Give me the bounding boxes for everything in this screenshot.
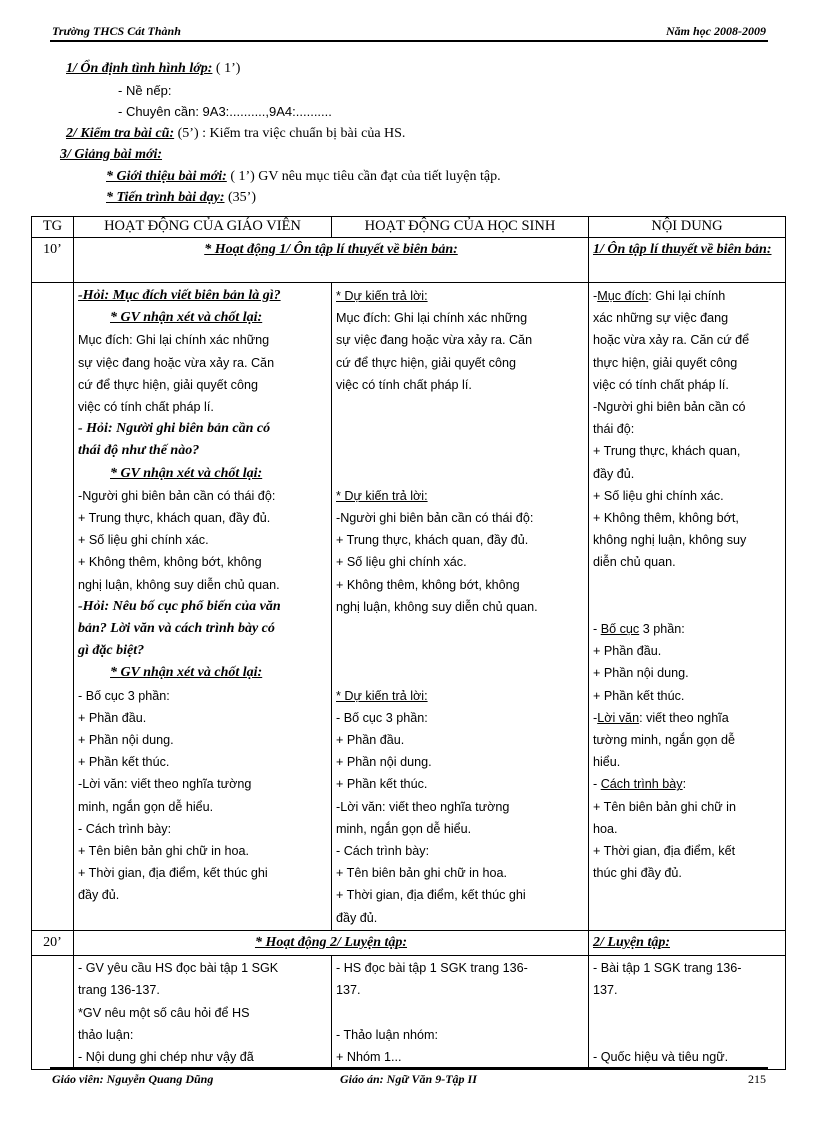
student-activity-2: - HS đọc bài tập 1 SGK trang 136- 137. - Thảo luận nhóm: + Nhóm 1...: [332, 956, 589, 1070]
section-2: 2/ Kiểm tra bài cũ: (5’) : Kiểm tra việc chuẩn bị bài của HS.: [66, 125, 406, 141]
col-content: NỘI DUNG: [589, 217, 786, 238]
activity-2-time: 20’: [32, 930, 74, 955]
page-header: [50, 22, 768, 42]
teacher-name: Giáo viên: Nguyễn Quang Dũng: [52, 1072, 214, 1086]
activity-2-tg-empty: [32, 956, 74, 1070]
activity-1-content-title: 1/ Ôn tập lí thuyết về biên bản:: [589, 238, 786, 283]
activity-2-content-title: 2/ Luyện tập:: [589, 930, 786, 955]
page-footer: [50, 1067, 768, 1089]
activity-1-body: [32, 283, 786, 931]
lesson-intro: [30, 58, 790, 209]
activity-2-title: * Hoạt động 2/ Luyện tập:: [74, 930, 589, 955]
student-activity-1: * Dự kiến trả lời: Mục đích: Ghi lại chính xác những sự việc đang hoặc vừa xảy ra. Căn cứ để thực hiện, giải quyết công việc có tính chất pháp lí. * Dự kiến trả lời: -Người ghi biên bản cần có thái độ: + Trung thực, khách quan, đầy đủ. + Số liệu ghi chính xác. + Không thêm, không bớt, không nghị luận, không suy diễn chủ quan. * Dự kiến trả lời: - Bố cục 3 phần: + Phần đầu. + Phần nội dung. + Phần kết thúc. -Lời văn: viết theo nghĩa tường minh, ngắn gọn dễ hiểu. - Cách trình bày: + Tên biên bản ghi chữ in hoa. + Thời gian, địa điểm, kết thúc ghi đầy đủ.: [332, 283, 589, 931]
school-name: Trường THCS Cát Thành: [52, 24, 181, 38]
activity-1-time: 10’: [32, 238, 74, 283]
page-number: 215: [748, 1072, 766, 1086]
col-student: HOẠT ĐỘNG CỦA HỌC SINH: [332, 217, 589, 238]
school-year: Năm học 2008-2009: [666, 24, 766, 38]
section-1-line-2: - Chuyên cần: 9A3:..........,9A4:..........: [118, 104, 332, 119]
content-activity-2: - Bài tập 1 SGK trang 136- 137. - Quốc hiệu và tiêu ngữ.: [589, 956, 786, 1070]
section-3-intro: * Giới thiệu bài mới: ( 1’) GV nêu mục tiêu cần đạt của tiết luyện tập.: [106, 168, 501, 184]
teacher-activity-2: - GV yêu cầu HS đọc bài tập 1 SGK trang 136-137. *GV nêu một số câu hỏi để HS thảo luận: - Nội dung ghi chép như vậy đã: [74, 956, 332, 1070]
section-3-progress: * Tiến trình bài dạy: (35’): [106, 190, 256, 205]
lesson-plan-name: Giáo án: Ngữ Văn 9-Tập II: [340, 1072, 477, 1086]
lesson-table: [31, 216, 786, 1070]
activity-2-body: [32, 956, 786, 1070]
section-3: 3/ Giảng bài mới:: [60, 147, 163, 162]
teacher-activity-1: -Hỏi: Mục đích viết biên bản là gì? * GV nhận xét và chốt lại: Mục đích: Ghi lại chính xác những sự việc đang hoặc vừa xảy ra. Căn cứ để thực hiện, giải quyết công việc có tính chất pháp lí. - Hỏi: Người ghi biên bản cần có thái độ như thế nào? * GV nhận xét và chốt lại: -Người ghi biên bản cần có thái độ: + Trung thực, khách quan, đầy đủ. + Số liệu ghi chính xác. + Không thêm, không bớt, không nghị luận, không suy diễn chủ quan. -Hỏi: Nêu bố cục phổ biến của văn bản? Lời văn và cách trình bày có gì đặc biệt? * GV nhận xét và chốt lại: - Bố cục 3 phần: + Phần đầu. + Phần nội dung. + Phần kết thúc. -Lời văn: viết theo nghĩa tường minh, ngắn gọn dễ hiểu. - Cách trình bày: + Tên biên bản ghi chữ in hoa. + Thời gian, địa điểm, kết thúc ghi đầy đủ.: [74, 283, 332, 931]
activity-1-title: * Hoạt động 1/ Ôn tập lí thuyết về biên bản:: [74, 238, 589, 283]
activity-1-row: [32, 238, 786, 283]
table-header-row: [32, 217, 786, 238]
section-1-line-1: - Nề nếp:: [118, 82, 172, 98]
activity-1-tg-empty: [32, 283, 74, 931]
section-1: 1/ Ổn định tình hình lớp: ( 1’): [66, 61, 241, 76]
col-tg: TG: [32, 217, 74, 238]
col-teacher: HOẠT ĐỘNG CỦA GIÁO VIÊN: [74, 217, 332, 238]
activity-2-row: [32, 930, 786, 955]
content-activity-1: -Mục đích: Ghi lại chính xác những sự việc đang hoặc vừa xảy ra. Căn cứ để thực hiện, giải quyết công việc có tính chất pháp lí. -Người ghi biên bản cần có thái độ: + Trung thực, khách quan, đầy đủ. + Số liệu ghi chính xác. + Không thêm, không bớt, không nghị luận, không suy diễn chủ quan. - Bố cục 3 phần: + Phần đầu. + Phần nội dung. + Phần kết thúc. -Lời văn: viết theo nghĩa tường minh, ngắn gọn dễ hiểu. - Cách trình bày: + Tên biên bản ghi chữ in hoa. + Thời gian, địa điểm, kết thúc ghi đầy đủ.: [589, 283, 786, 931]
